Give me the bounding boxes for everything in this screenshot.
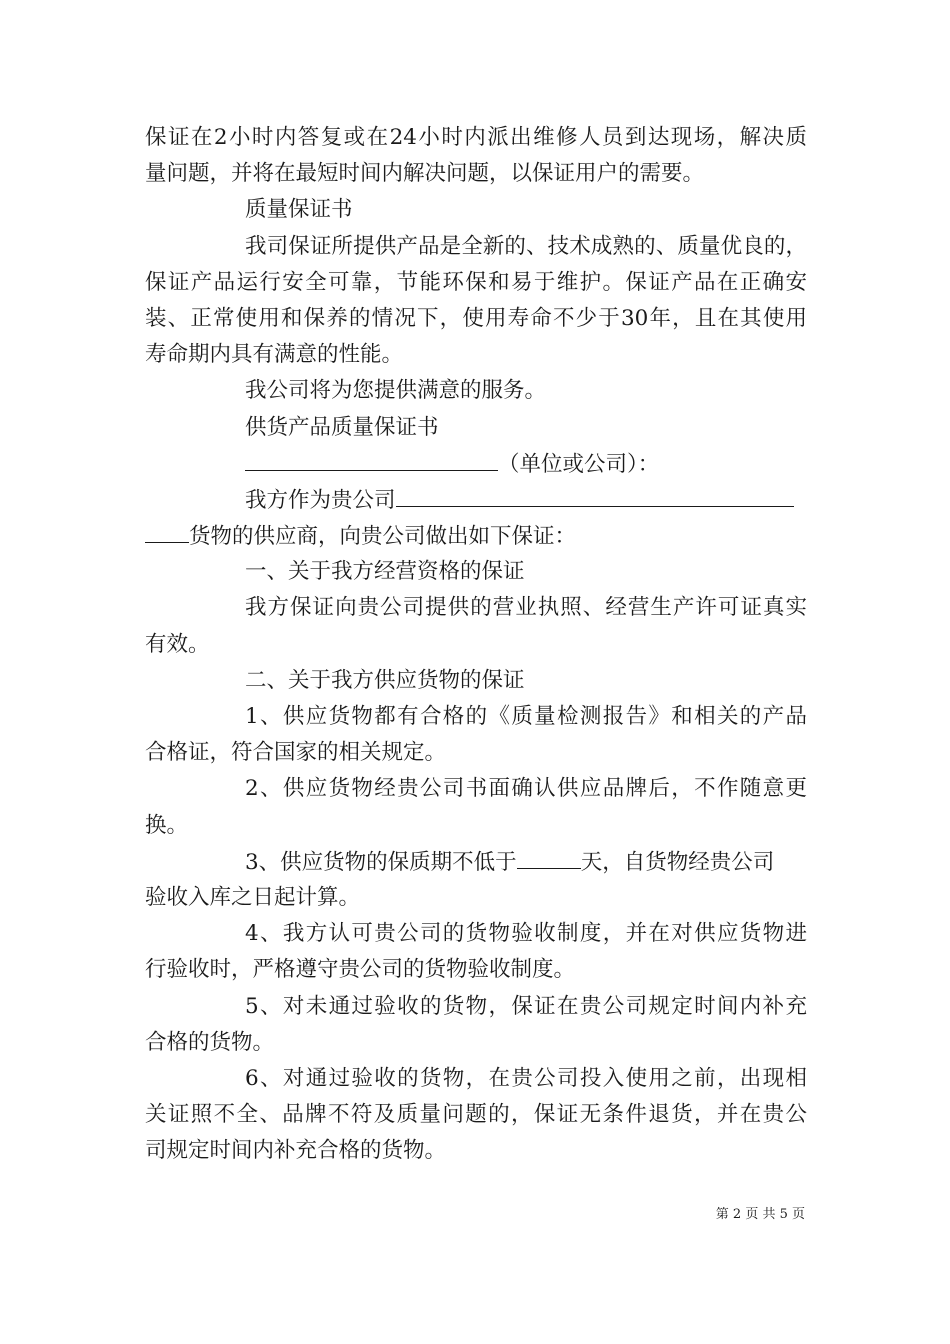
shelf-life-prefix: 3、供应货物的保质期不低于 (245, 849, 517, 875)
section-heading-quality-guarantee: 质量保证书 (245, 197, 353, 223)
addressee-blank (245, 446, 498, 471)
heading-qualification: 一、关于我方经营资格的保证 (245, 559, 525, 585)
paragraph-line: 我公司将为您提供满意的服务。 (245, 378, 547, 404)
list-item: 4、我方认可贵公司的货物验收制度，并在对供应货物进 (245, 921, 807, 947)
paragraph-line: 合格证，符合国家的相关规定。 (145, 740, 447, 766)
goods-blank-continued (145, 518, 189, 543)
paragraph-line: 装、正常使用和保养的情况下，使用寿命不少于30年，且在其使用 (145, 305, 807, 331)
paragraph-line: 换。 (145, 812, 189, 838)
paragraph-line: 寿命期内具有满意的性能。 (145, 342, 404, 368)
paragraph-line: 合格的货物。 (145, 1029, 275, 1055)
supplier-line-continued (145, 518, 807, 554)
supplier-line (145, 482, 807, 518)
paragraph-line: 验收入库之日起计算。 (145, 884, 361, 910)
goods-blank (396, 482, 794, 507)
addressee-line (145, 446, 807, 482)
paragraph-line: 我司保证所提供产品是全新的、技术成熟的、质量优良的， (245, 233, 807, 259)
shelf-life-suffix: 天，自货物经贵公司 (580, 849, 775, 875)
paragraph-line: 有效。 (145, 631, 210, 657)
days-blank (517, 844, 581, 869)
list-item: 1、供应货物都有合格的《质量检测报告》和相关的产品 (245, 704, 807, 729)
paragraph-line: 保证在2小时内答复或在24小时内派出维修人员到达现场，解决质 (145, 125, 807, 150)
paragraph-line: 保证产品运行安全可靠，节能环保和易于维护。保证产品在正确安 (145, 269, 807, 295)
section-heading-supply-guarantee: 供货产品质量保证书 (245, 414, 439, 440)
paragraph-line: 司规定时间内补充合格的货物。 (145, 1138, 447, 1164)
list-item: 6、对通过验收的货物，在贵公司投入使用之前，出现相 (245, 1065, 807, 1091)
addressee-label: （单位或公司）： (498, 451, 660, 477)
supplier-suffix: 货物的供应商，向贵公司做出如下保证： (189, 524, 577, 550)
paragraph-line: 关证照不全、品牌不符及质量问题的，保证无条件退货，并在贵公 (145, 1102, 807, 1128)
supplier-prefix: 我方作为贵公司 (245, 487, 396, 513)
list-item: 2、供应货物经贵公司书面确认供应品牌后，不作随意更 (245, 776, 807, 802)
paragraph-line: 量问题，并将在最短时间内解决问题，以保证用户的需要。 (145, 161, 705, 187)
page-number: 第 2 页 共 5 页 (715, 1207, 805, 1222)
document-body (145, 120, 807, 1169)
list-item: 5、对未通过验收的货物，保证在贵公司规定时间内补充 (245, 993, 807, 1019)
heading-goods-guarantee: 二、关于我方供应货物的保证 (245, 667, 525, 693)
paragraph-line: 我方保证向贵公司提供的营业执照、经营生产许可证真实 (245, 595, 807, 621)
list-item (145, 844, 807, 880)
paragraph-line: 行验收时，严格遵守贵公司的货物验收制度。 (145, 957, 576, 983)
